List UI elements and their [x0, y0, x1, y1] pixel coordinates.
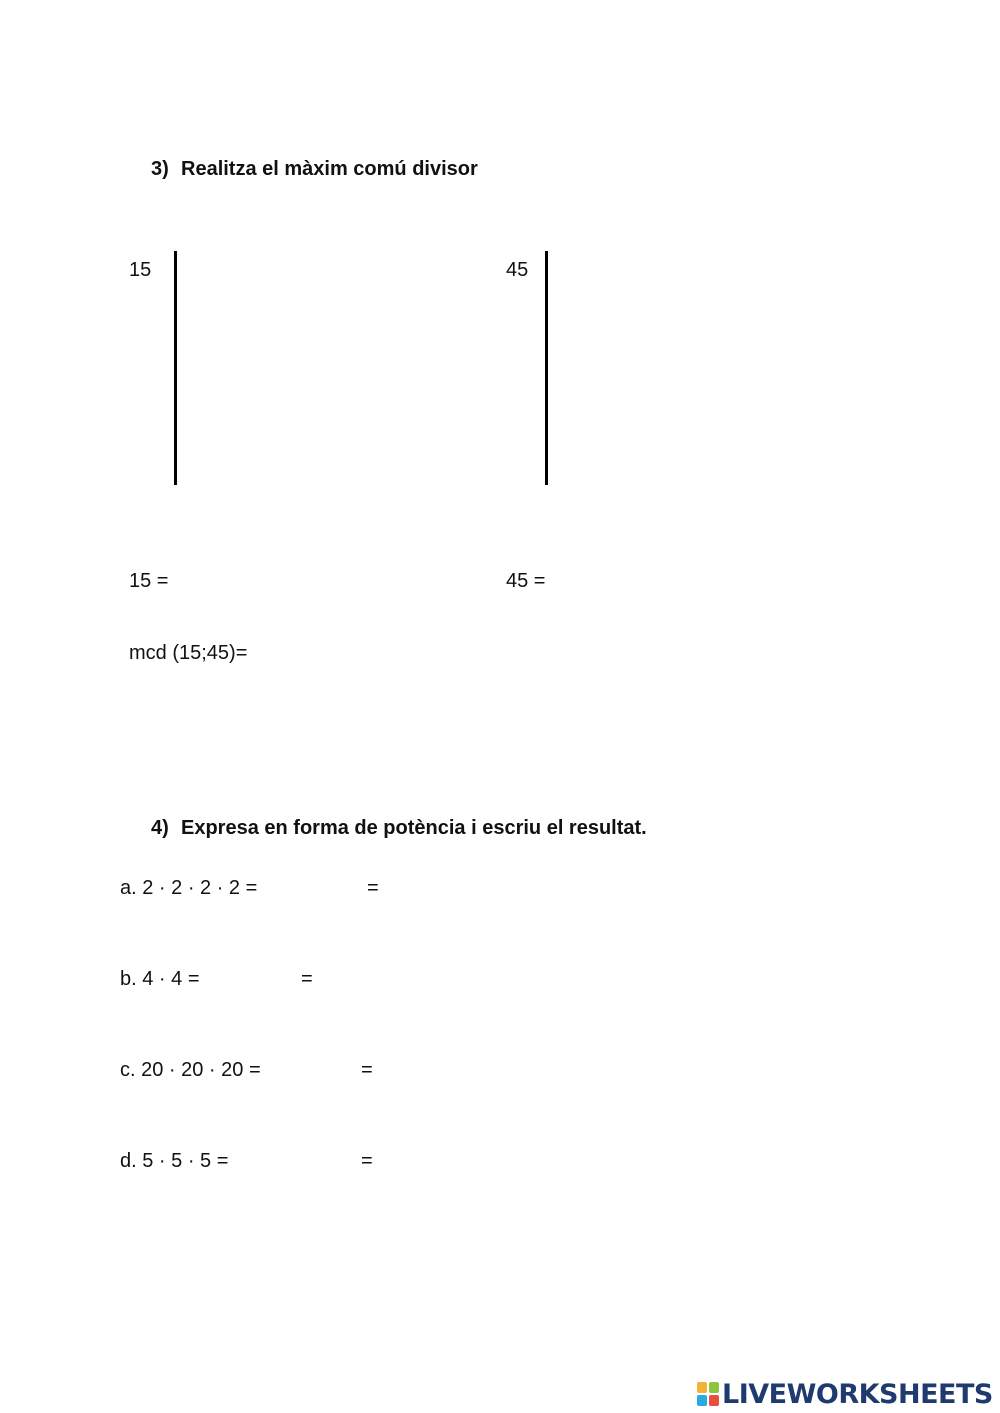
exercise-c-expression: c. 20 · 20 · 20 = — [120, 1059, 261, 1081]
exercise-a-equals: = — [367, 877, 379, 899]
section-4-number: 4) — [151, 817, 169, 839]
left-factor-result: 15 = — [129, 570, 169, 592]
exercise-b-expression: b. 4 · 4 = — [120, 968, 200, 990]
exercise-d-expression: d. 5 · 5 · 5 = — [120, 1150, 229, 1172]
section-3-heading — [151, 158, 478, 181]
section-4-heading — [151, 817, 647, 840]
right-factorization-line — [545, 251, 548, 485]
exercise-d-equals: = — [361, 1150, 373, 1172]
section-3-number: 3) — [151, 158, 169, 180]
left-factor-number: 15 — [129, 259, 152, 281]
right-factor-number: 45 — [506, 259, 529, 281]
exercise-c-equals: = — [361, 1059, 373, 1081]
section-4-title: Expresa en forma de potència i escriu el resultat. — [181, 817, 647, 839]
mcd-label: mcd (15;45)= — [129, 642, 248, 664]
liveworksheets-logo — [697, 1378, 993, 1410]
right-factor-result: 45 = — [506, 570, 546, 592]
liveworksheets-logo-icon — [697, 1382, 719, 1406]
exercise-b-equals: = — [301, 968, 313, 990]
section-3-title: Realitza el màxim comú divisor — [181, 158, 478, 180]
left-factorization-line — [174, 251, 177, 485]
logo-text: LIVEWORKSHEETS — [722, 1378, 993, 1410]
exercise-a-expression: a. 2 · 2 · 2 · 2 = — [120, 877, 258, 899]
